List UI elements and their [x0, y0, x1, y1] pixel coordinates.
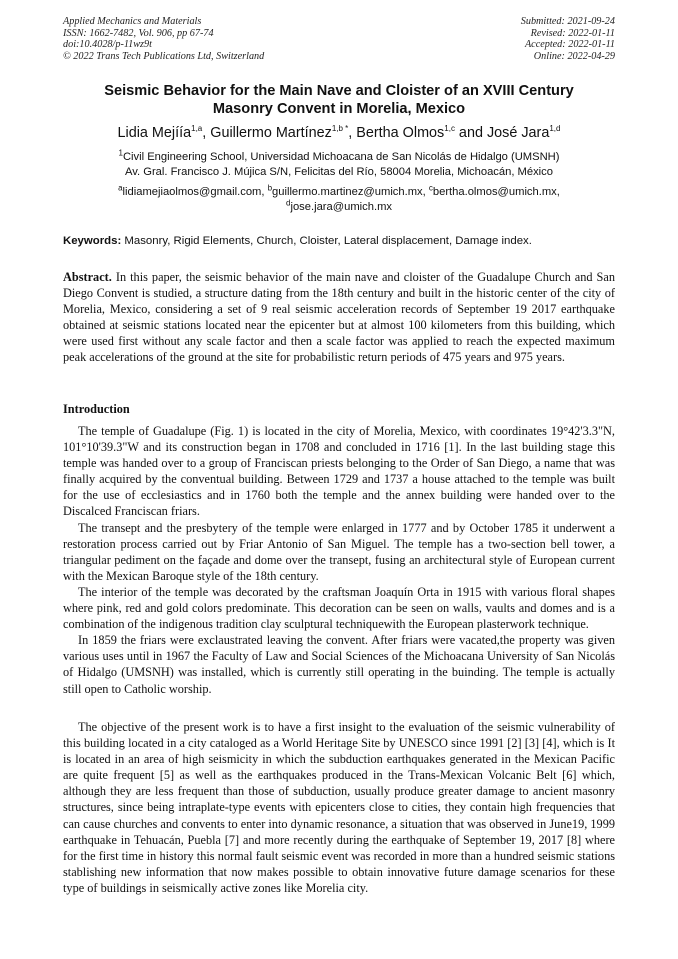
author-separator: ,	[202, 125, 211, 141]
keywords	[63, 234, 532, 248]
abstract	[63, 269, 615, 366]
email-address[interactable]: bertha.olmos@umich.mx,	[432, 186, 560, 198]
email-mark: b	[267, 183, 273, 193]
journal-issn: ISSN: 1662-7482, Vol. 906, pp 67-74	[63, 27, 214, 39]
date-accepted: Accepted: 2022-01-11	[524, 39, 615, 51]
keywords-text: Masonry, Rigid Elements, Church, Cloister, Lateral displacement, Damage index.	[121, 235, 532, 247]
date-online: Online: 2022-04-29	[533, 50, 615, 62]
email-address[interactable]: lidiamejiaolmos@gmail.com,	[122, 186, 268, 198]
author-separator: and	[454, 125, 487, 141]
affiliation-mark: 1	[118, 148, 123, 158]
author-emails	[30, 185, 648, 215]
journal-copyright: © 2022 Trans Tech Publications Ltd, Switzerland	[63, 50, 265, 62]
email-address[interactable]: jose.jara@umich.mx	[290, 201, 392, 214]
email-address[interactable]: guillermo.martinez@umich.mx,	[272, 186, 429, 198]
affiliation-line-2: Av. Gral. Francisco J. Mújica S/N, Felicitas del Río, 58004 Morelia, Michoacán, México	[125, 166, 553, 179]
paper-title	[40, 82, 638, 118]
title-line-1: Seismic Behavior for the Main Nave and Cloister of an XVIII Century	[104, 83, 574, 99]
author-affil-mark: 1,b *	[331, 124, 349, 134]
abstract-paragraph	[63, 269, 615, 366]
affiliation	[30, 150, 648, 180]
journal-header	[63, 16, 264, 62]
author-list	[30, 124, 648, 142]
date-submitted: Submitted: 2021-09-24	[520, 16, 615, 27]
author-name: Lidia Mejíía	[117, 125, 192, 141]
abstract-label: Abstract.	[63, 270, 112, 284]
email-line-1	[30, 185, 648, 200]
author-name: José Jara	[486, 125, 550, 141]
author-name: Guillermo Martínez	[210, 125, 332, 141]
email-mark: c	[428, 183, 433, 193]
paragraph: The transept and the presbytery of the temple were enlarged in 1777 and by October 1785 it underwent a restoration process carried out by Friar Antonio of San Miguel. The temple has a two-section bell tower, a triangular pediment on the façade and dome over the transept, fusing an architectural style of European current with the Mexican Baroque style of the 18th century.	[63, 520, 615, 583]
journal-doi: doi:10.4028/p-11wz9t	[63, 39, 152, 51]
paragraph: The objective of the present work is to have a first insight to the evaluation of the seismic vulnerability of this building located in a city cataloged as a World Heritage Site by UNESCO since 1991 [2] [3] [4], which is It is located in an area of high seismicity in which the subduction earthquakes generated in the Mexican Pacific are quite frequent [5] as well as the earthquakes produced in the Trans-Mexican Volcanic Belt [6] which, although they are less frequent than those of subduction, usually produce greater damage to ancient masonry structures, since being intraplate-type events with epicenters close to cities, they contain high frequencies that can cause churches and convents to enter into dynamic resonance, a situation that was observed in June19, 1999 earthquake in Tehuacán, Puebla [7] and more recently during the earthquake of September 19, 2017 [8] where for the first time in history this normal fault seismic event was recorded in more than a hundred seismic stations stablishing new information that now makes possible to obtain innovative future damage scenarios for these type of buildings in seismically active zones like Morelia city.	[63, 720, 615, 895]
email-mark: d	[286, 198, 291, 208]
email-mark: a	[118, 183, 123, 193]
author-affil-mark: 1,c	[444, 124, 455, 134]
introduction-body	[63, 423, 615, 697]
section-heading-introduction: Introduction	[63, 402, 130, 416]
author-name: Bertha Olmos	[356, 125, 445, 141]
author-separator: ,	[348, 125, 357, 141]
abstract-text: In this paper, the seismic behavior of the main nave and cloister of the Guadalupe Church and San Diego Convent is studied, a structure dating from the 18th century and built in the historic center of the city of Morelia, Mexico, considering a set of 9 real seismic acceleration records of September 19 2017 earthquake obtained at seismic stations located near the epicenter but at almost 100 kilometers from this building, which were used first without any scale factor and then a scale factor was applied to reach the expected maximum peak accelerations of the ground at the site for probabilistic return periods of 475 years and 975 years.	[63, 270, 615, 365]
dates-header	[521, 16, 615, 62]
keywords-label: Keywords:	[63, 235, 122, 247]
title-line-2: Masonry Convent in Morelia, Mexico	[212, 101, 466, 117]
affiliation-line-1	[30, 150, 648, 165]
author-affil-mark: 1,a	[191, 124, 203, 134]
author-affil-mark: 1,d	[549, 124, 561, 134]
paragraph: In 1859 the friars were exclaustrated leaving the convent. After friars were vacated,the property was given various uses until in 1967 the Faculty of Law and Social Sciences of the Michoacana University of San Nicolás of Hidalgo (UMSNH) was installed, which is currently still operating in the buinding. The temple is actually still open to Catholic worship.	[63, 633, 615, 696]
paragraph: The temple of Guadalupe (Fig. 1) is located in the city of Morelia, Mexico, with coordinates 19°42'3.3"N, 101°10'39.3"W and its construction began in 1708 and concluded in 1716 [1]. In the last building stage this temple was handed over to a group of Franciscan priests belonging to the Order of San Diego, a name that was finally acquired by the conventual building. Between 1729 and 1737 a house attached to the temple was built for the use of ecclesiastics and in 1760 both the temple and the annex building were handed over to the Discalced Franciscan friars.	[63, 424, 615, 519]
paragraph: The interior of the temple was decorated by the craftsman Joaquín Orta in 1915 with various floral shapes where pink, red and gold colors predominate. This decoration can be seen on walls, vaults and domes and is a combination of the indigenous tradition clay sculptural techniquewith the European plasterwork technique.	[63, 584, 615, 632]
objective-body	[63, 719, 615, 896]
affiliation-text-1: Civil Engineering School, Universidad Michoacana de San Nicolás de Hidalgo (UMSNH)	[122, 151, 560, 163]
date-revised: Revised: 2022-01-11	[530, 27, 615, 39]
email-line-2	[30, 200, 648, 215]
journal-name: Applied Mechanics and Materials	[63, 16, 202, 27]
